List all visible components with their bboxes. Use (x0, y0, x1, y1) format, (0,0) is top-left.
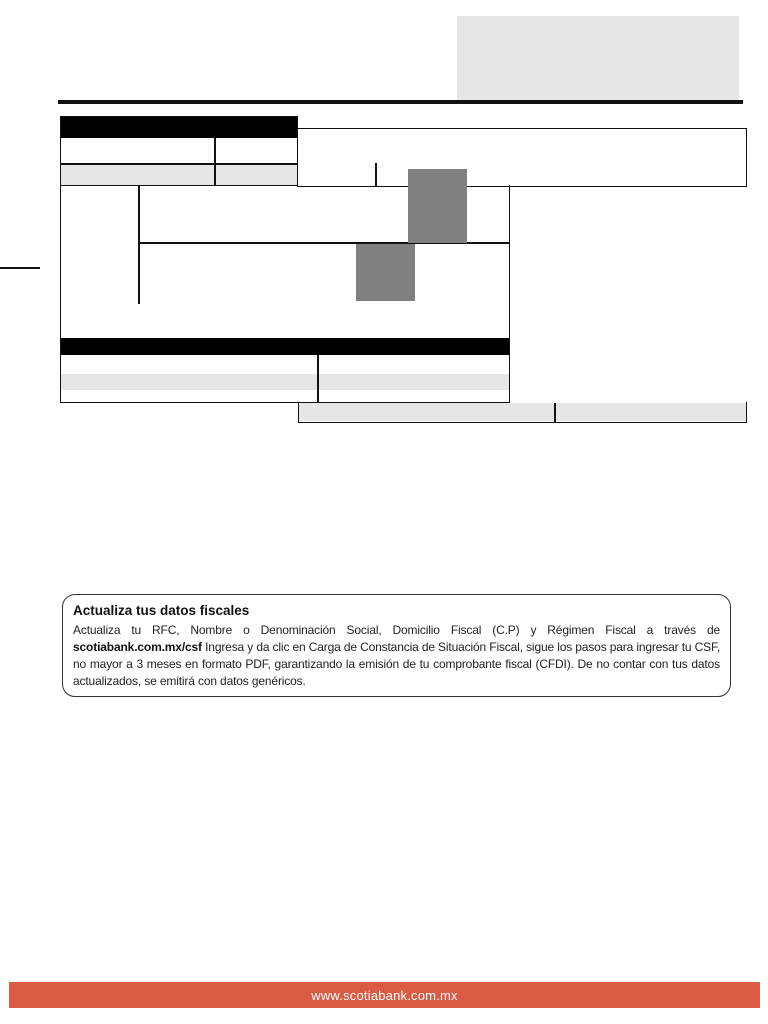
notice-body-intro: Actualiza tu RFC, Nombre o Denominación Social, Domicilio Fiscal (C.P) y Régimen Fiscal a través de (73, 623, 720, 637)
notice-body-rest: Ingresa y da clic en Carga de Constancia de Situación Fiscal, sigue los pasos para ingresar tu CSF, no mayor a 3 meses en formato PDF, garantizando la emisión de tu comprobante fiscal (CFDI). De no contar con tus datos actualizados, se emitirá con datos genéricos. (73, 640, 721, 688)
left-margin-rule (0, 267, 40, 269)
notice-title: Actualiza tus datos fiscales (73, 603, 250, 618)
summary-row-fill (61, 374, 509, 390)
footer-url[interactable]: www.scotiabank.com.mx (311, 987, 458, 1003)
left-info-row-line (61, 163, 297, 165)
totals-divider (554, 403, 556, 422)
gray-block-upper (408, 169, 467, 243)
main-detail-inner-vline (138, 186, 140, 304)
left-info-divider (214, 138, 216, 186)
left-info-row-fill (61, 164, 297, 185)
summary-divider-over (317, 355, 319, 402)
summary-header-bar (61, 338, 509, 355)
gray-block-lower (356, 244, 415, 301)
right-info-step-line (375, 163, 377, 186)
totals-box (298, 402, 747, 423)
header-gray-panel (457, 16, 739, 102)
notice-body (73, 622, 720, 690)
notice-csf-link[interactable]: scotiabank.com.mx/csf (73, 640, 202, 654)
right-info-white-cut (298, 164, 375, 186)
footer-bar (9, 982, 760, 1008)
header-divider (58, 100, 743, 104)
fiscal-data-notice (62, 594, 731, 697)
